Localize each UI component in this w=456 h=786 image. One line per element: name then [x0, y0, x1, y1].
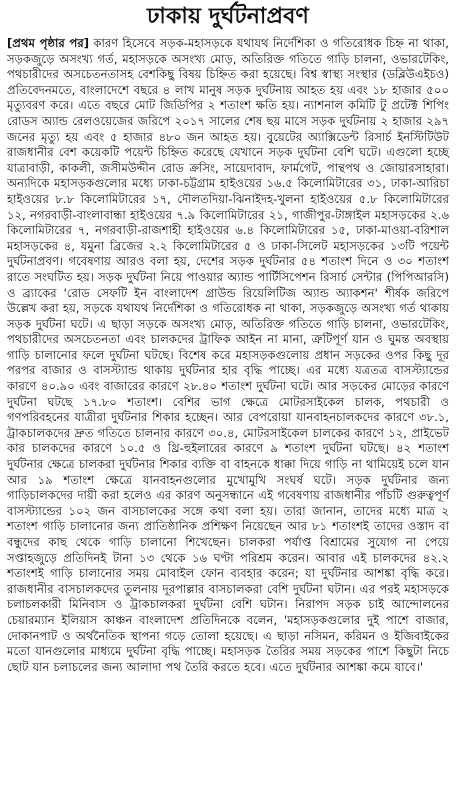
continuation-tag: [প্রথম পৃষ্ঠার পর] [7, 36, 89, 50]
article-body [7, 36, 449, 675]
article-headline: ঢাকায় দুর্ঘটনাপ্রবণ [146, 4, 310, 29]
article-body-text: কারণ হিসেবে সড়ক-মহাসড়কে যথাযথ নির্দেশিকা ও গতিরোধক চিহ্ন না থাকা, সড়কজুড়ে অসংখ্য গর্ত, মহাসড়কে অসংখ্য মোড়, অতিরিক্ত গতিতে গাড়ি চালনা, ওভারটেকিং, পথচারীদের অসচেতনতাসহ বেশকিছু বিষয় চিহ্নিত করা হয়েছে। বিশ্ব স্বাস্থ্য সংস্থার (ডব্লিউএইচও) প্রতিবেদনমতে, বাংলাদেশে বছরে ৪ লাখ মানুষ সড়ক দুর্ঘটনায় আহত হয় এবং ১৮ হাজার ৫০০ মৃত্যুবরণ করে। এতে বছরে মোট জিডিপির ২ শতাংশ ক্ষতি হয়। ন্যাশনাল কমিটি টু প্রটেক্ট শিপিং রোডস অ্যান্ড রেলওয়েজের জরিপে ২০১৭ সালের শেষ ছয় মাসে সড়ক দুর্ঘটনায় ২ হাজার ২৯৭ জনের মৃত্যু হয় এবং ৫ হাজার ৪৮০ জন আহত হয়। বুয়েটের অ্যাক্সিডেন্ট রিসার্চ ইনস্টিটিউট রাজধানীর বেশ কয়েকটি পয়েন্ট চিহ্নিত করেছে যেখানে সড়ক দুর্ঘটনা বেশি ঘটে। এগুলো হচ্ছে যাত্রাবাড়ী, কাকলী, জসীমউদ্দীন রোড ক্রসিং, সায়েদাবাদ, ফার্মগেট, পান্থপথ ও জোয়ারসাহারা। অন্যদিকে মহাসড়কগুলোর মধ্যে ঢাকা-চট্টগ্রাম হাইওয়ের ১৬.৫ কিলোমিটারের ৩১, ঢাকা-আরিচা হাইওয়ের ৮.৮ কিলোমিটারের ১৭, দৌলতদিয়া-ঝিনাইদহ-খুলনা হাইওয়ের ৫.৮ কিলোমিটারের ১২, নগরবাড়ী-বাংলাবান্ধা হাইওয়ের ৭.৯ কিলোমিটারের ২১, গাজীপুর-টাঙ্গাইল মহাসড়কের ২.৬ কিলোমিটারের ৭, নগরবাড়ী-রাজশাহী হাইওয়ের ৬.৪ কিলোমিটারের ১৫, ঢাকা-মাওয়া-বরিশাল মহাসড়কের ৪, যমুনা ব্রিজের ২.২ কিলোমিটারের ৫ ও ঢাকা-সিলেট মহাসড়কের ১৩টি পয়েন্ট দুর্ঘটনাপ্রবণ। গবেষণায় আরও বলা হয়, দেশের সড়ক দুর্ঘটনার ৫৪ শতাংশ দিনে ও ৩০ শতাংশ রাতে সংঘটিত হয়। সড়ক দুর্ঘটনা নিয়ে পাওয়ার অ্যান্ড পার্টিসিপেশন রিসার্চ সেন্টার (পিপিআরসি) ও ব্র্যাকের 'রোড সেফটি ইন বাংলাদেশ গ্রাউন্ড রিয়েলিটিজ অ্যান্ড অ্যাকশন' শীর্ষক জরিপে উল্লেখ করা হয়, সড়কে যথাযথ নির্দেশিকা ও গতিরোধক না থাকা, সড়কজুড়ে অসংখ্য গর্ত থাকায় সড়ক দুর্ঘটনা ঘটে। এ ছাড়া সড়কে অসংখ্য মোড়, অতিরিক্ত গতিতে গাড়ি চালনা, ওভারটেকিং, পথচারীদের অসচেতনতা এবং চালকদের ট্রাফিক আইন না মানা, ত্রুটিপূর্ণ যান ও ঘুমন্ত অবস্থায় গাড়ি চালানোর ফলে দুর্ঘটনা ঘটছে। বিশেষ করে মহাসড়কগুলোয় প্রধান সড়কের ওপর কিছু দূর পরপর বাজার ও বাসস্ট্যান্ড থাকায় দুর্ঘটনার হার বৃদ্ধি পাচ্ছে। এর মধ্যে যত্রতত্র বাসস্ট্যান্ডের কারণে ৪০.৯০ এবং বাজারের কারণে ২৮.৪০ শতাংশ দুর্ঘটনা ঘটে। আর সড়কের মোড়ের কারণে দুর্ঘটনা ঘটছে ১৭.৮০ শতাংশ। বেশির ভাগ ক্ষেত্রে মোটরসাইকেল চালক, পথচারী ও গণপরিবহনের যাত্রীরা দুর্ঘটনার শিকার হচ্ছেন। আর বেপরোয়া যানবাহনচালকদের কারণে ৩৮.১, ট্রাকচালকদের দ্রুত গতিতে চালনার কারণে ৩০.৪, মোটরসাইকেল চালকের কারণে ১২, প্রাইভেট কার চালকদের কারণে ১০.৫ ও থ্রি-হুইলারের কারণে ৯ শতাংশ দুর্ঘটনা ঘটছে। ৪২ শতাংশ দুর্ঘটনার ক্ষেত্রে চালকরা দুর্ঘটনার শিকার ব্যক্তি বা বাহনকে ধাক্কা দিয়ে গাড়ি না থামিয়েই চলে যান আর ১৯ শতাংশ ক্ষেত্রে যানবাহনগুলোর মুখোমুখি সংঘর্ষ ঘটে। সড়ক দুর্ঘটনার জন্য গাড়িচালকদের দায়ী করা হলেও এর কারণ অনুসন্ধানে এই গবেষণায় রাজধানীর পাঁচটি গুরুত্বপূর্ণ বাসস্ট্যান্ডের ১০২ জন বাসচালকের সঙ্গে কথা বলা হয়। তারা জানান, তাদের মধ্যে মাত্র ২ শতাংশ গাড়ি চালানোর জন্য প্রাতিষ্ঠানিক প্রশিক্ষণ নিয়েছেন আর ৮১ শতাংশই তাদের ওস্তাদ বা বন্ধুদের কাছ থেকে গাড়ি চালানো শিখেছেন। চালকরা পর্যাপ্ত বিশ্রামের সুযোগ না পেয়ে সপ্তাহজুড়ে প্রতিদিনই টানা ১৩ থেকে ১৬ ঘণ্টা পরিশ্রম করেন। আবার এই চালকদের ৪২.২ শতাংশই গাড়ি চালানোর সময় মোবাইল ফোন ব্যবহার করেন; যা দুর্ঘটনার আশঙ্কা বৃদ্ধি করে। রাজধানীর বাসচালকদের তুলনায় দূরপাল্লার বাসচালকরা বেশি দুর্ঘটনা ঘটান। এর পরই মহাসড়কে চলাচলকারী মিনিবাস ও ট্রাকচালকরা দুর্ঘটনা বেশি ঘটান। নিরাপদ সড়ক চাই আন্দোলনের চেয়ারম্যান ইলিয়াস কাঞ্চন বাংলাদেশ প্রতিদিনকে বলেন, 'মহাসড়কগুলোর দুই পাশে বাজার, দোকানপাট ও অর্থনৈতিক স্থাপনা গড়ে তোলা হয়েছে। এ ছাড়া নসিমন, করিমন ও ইজিবাইকের মতো যানগুলোর মাধ্যমে দুর্ঘটনা বৃদ্ধি পাচ্ছে। মহাসড়ক তৈরির সময় সড়কের পাশে কিছুটা নিচে ছোট যান চলাচলের জন্য আলাদা পথ তৈরি করতে হবে। এতে দুর্ঘটনার আশঙ্কা কমে যাবে।' [7, 36, 449, 674]
news-article [7, 0, 449, 786]
